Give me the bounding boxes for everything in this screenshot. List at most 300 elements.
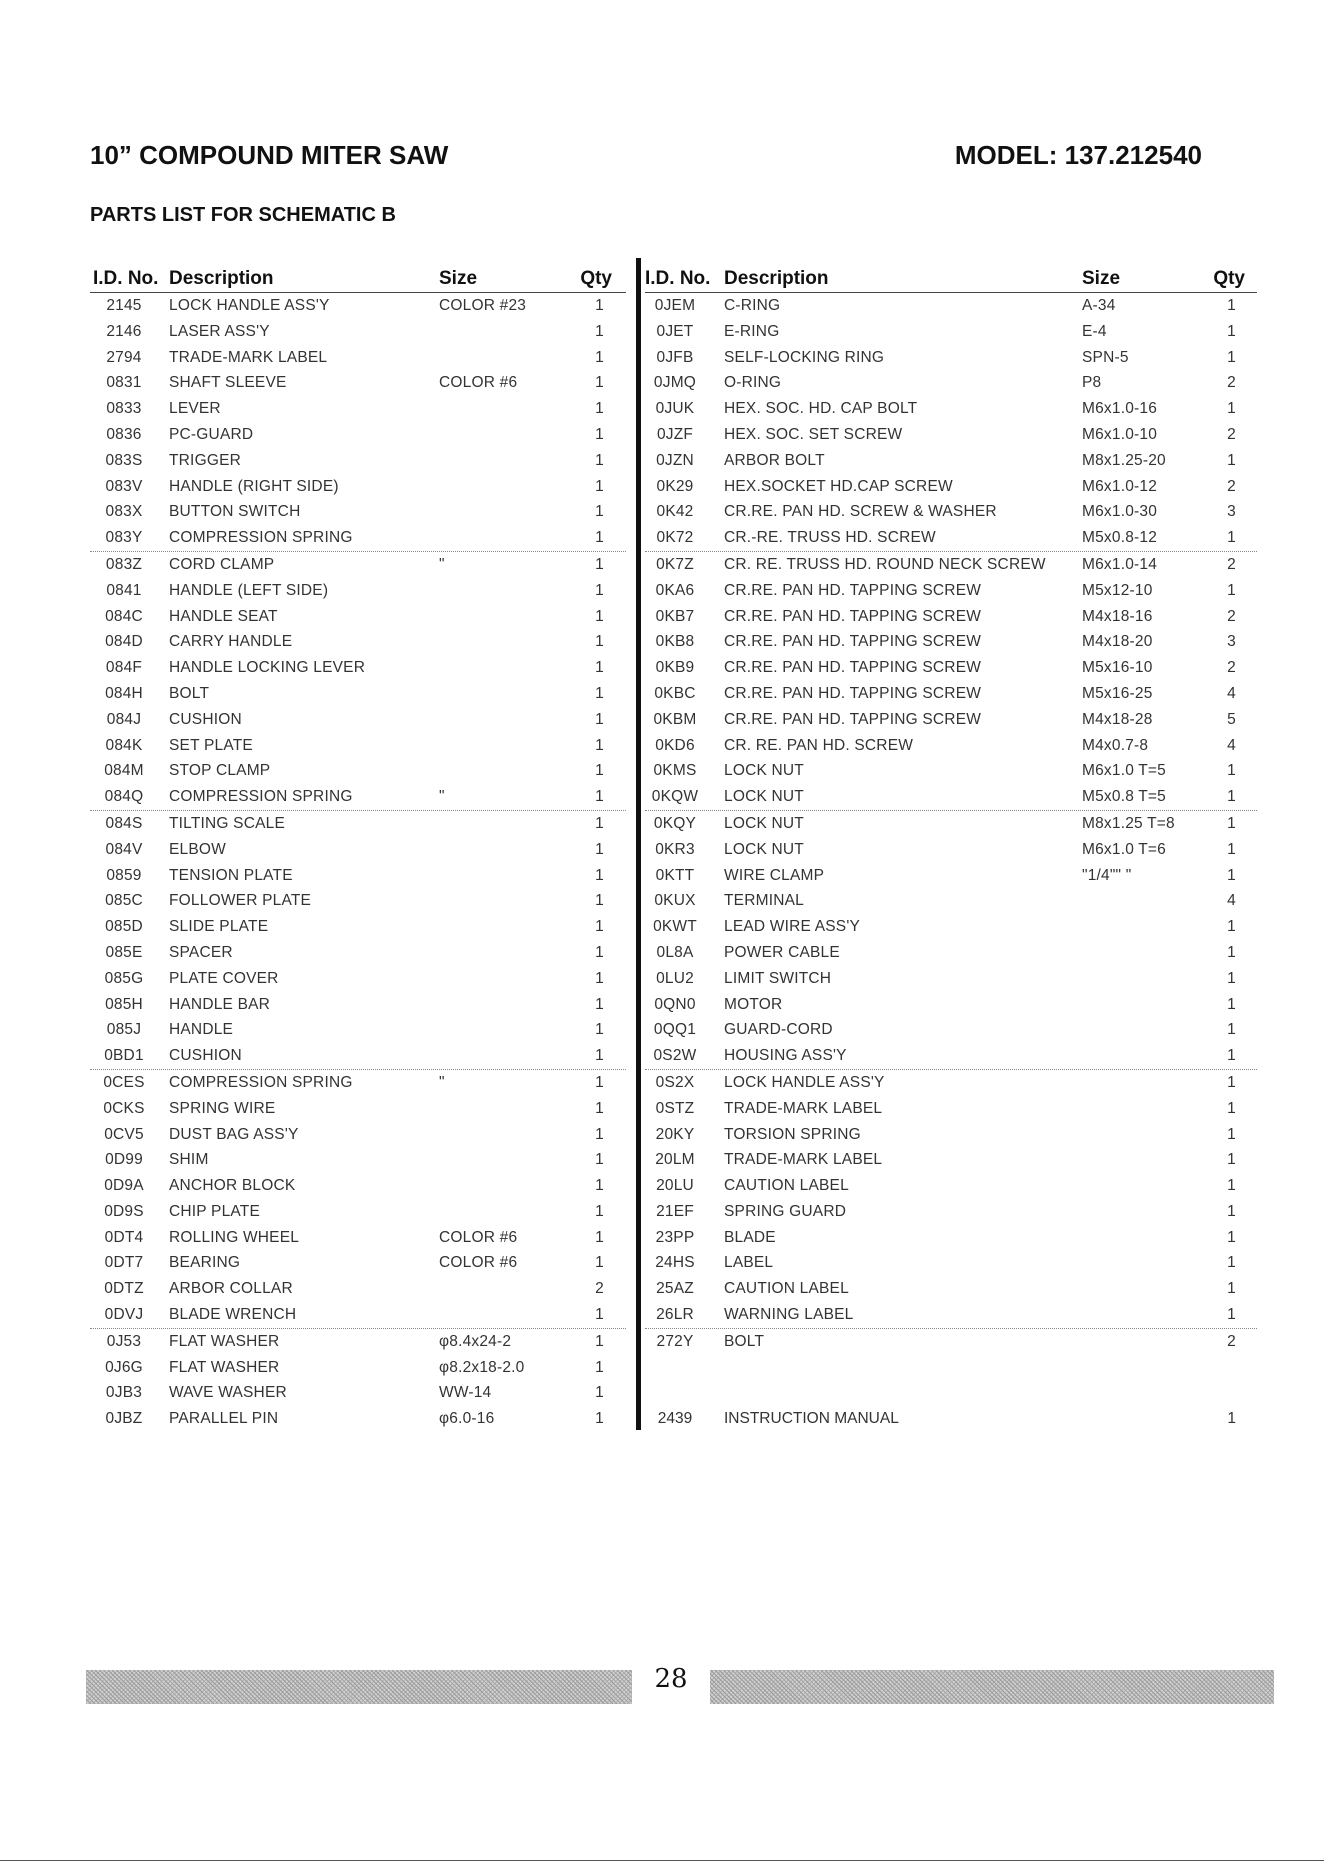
part-description: WIRE CLAMP xyxy=(724,866,825,884)
part-description: LOCK NUT xyxy=(724,788,804,806)
part-size: WW-14 xyxy=(439,1384,492,1402)
part-description: BLADE xyxy=(724,1228,776,1246)
part-id: 085H xyxy=(105,995,143,1013)
part-description: TRADE-MARK LABEL xyxy=(169,348,328,366)
part-id: 0KQY xyxy=(653,814,697,832)
part-description: LOCK HANDLE ASS'Y xyxy=(724,1073,885,1091)
table-row xyxy=(645,707,1257,733)
part-id: 20LU xyxy=(656,1177,694,1195)
part-id: 0S2W xyxy=(653,1047,697,1065)
part-description: CARRY HANDLE xyxy=(169,633,293,651)
table-body xyxy=(645,293,1257,1355)
part-id: 0CES xyxy=(103,1073,145,1091)
part-id: 0KBM xyxy=(653,710,697,728)
part-qty: 1 xyxy=(595,1151,604,1169)
table-row xyxy=(90,733,626,759)
part-id: 083S xyxy=(105,451,143,469)
part-id: 084S xyxy=(105,814,143,832)
table-row xyxy=(90,1043,626,1070)
part-qty: 1 xyxy=(595,1410,604,1428)
part-qty: 1 xyxy=(1227,943,1236,961)
part-id: 0JUK xyxy=(655,400,695,418)
table-row xyxy=(645,1147,1257,1173)
part-qty: 1 xyxy=(1227,451,1236,469)
part-qty: 1 xyxy=(595,1358,604,1376)
part-size: M6x1.0-14 xyxy=(1082,555,1158,573)
part-size: M8x1.25-20 xyxy=(1082,451,1166,469)
part-id: 0D9S xyxy=(104,1202,144,1220)
part-size: M5x16-25 xyxy=(1082,684,1153,702)
part-id: 0831 xyxy=(106,374,142,392)
part-qty: 1 xyxy=(595,736,604,754)
table-row xyxy=(645,578,1257,604)
part-qty: 1 xyxy=(595,477,604,495)
part-qty: 1 xyxy=(1227,1047,1236,1065)
part-size: M4x18-16 xyxy=(1082,607,1153,625)
table-row xyxy=(90,578,626,604)
part-size: COLOR #6 xyxy=(439,1228,518,1246)
table-row xyxy=(90,1406,626,1432)
table-row xyxy=(90,319,626,345)
part-description: BEARING xyxy=(169,1254,241,1272)
header-size: Size xyxy=(1082,268,1121,289)
part-qty: 2 xyxy=(1227,607,1236,625)
part-id: 0K42 xyxy=(656,503,694,521)
part-id: 2145 xyxy=(106,297,142,314)
part-qty: 1 xyxy=(595,788,604,806)
part-size: SPN-5 xyxy=(1082,348,1129,366)
column-divider xyxy=(636,258,641,1430)
part-id: 24HS xyxy=(655,1254,695,1272)
table-row xyxy=(90,1276,626,1302)
table-row xyxy=(645,1043,1257,1070)
table-row xyxy=(645,448,1257,474)
part-qty: 1 xyxy=(1227,581,1236,599)
part-description: CR.RE. PAN HD. TAPPING SCREW xyxy=(724,607,982,625)
table-row xyxy=(645,784,1257,811)
part-id: 0K72 xyxy=(656,529,694,547)
part-size: M4x18-28 xyxy=(1082,710,1153,728)
table-row xyxy=(90,914,626,940)
table-row xyxy=(645,1173,1257,1199)
part-qty: 1 xyxy=(1227,918,1236,936)
table-row xyxy=(90,1250,626,1276)
part-qty: 1 xyxy=(1227,1073,1236,1091)
table-row xyxy=(90,1070,626,1096)
part-size: M5x12-10 xyxy=(1082,581,1153,599)
part-size: " xyxy=(439,555,445,573)
table-row xyxy=(90,1329,626,1355)
part-description: SPRING GUARD xyxy=(724,1202,847,1220)
part-description: E-RING xyxy=(724,322,780,340)
part-size: M6x1.0-16 xyxy=(1082,400,1158,418)
part-qty: 1 xyxy=(595,451,604,469)
part-description: CR.RE. PAN HD. TAPPING SCREW xyxy=(724,684,982,702)
table-row xyxy=(645,1276,1257,1302)
table-row xyxy=(645,655,1257,681)
part-id: 084C xyxy=(105,607,143,625)
part-size: M6x1.0-30 xyxy=(1082,503,1158,521)
table-row xyxy=(645,396,1257,422)
part-description: ARBOR BOLT xyxy=(724,451,825,469)
table-row xyxy=(645,552,1257,578)
part-description: CR. RE. TRUSS HD. ROUND NECK SCREW xyxy=(724,555,1046,573)
table-row xyxy=(90,707,626,733)
part-description: LEAD WIRE ASS'Y xyxy=(724,918,861,936)
part-qty: 1 xyxy=(1227,840,1236,858)
part-size: E-4 xyxy=(1082,322,1107,340)
table-row xyxy=(645,499,1257,525)
parts-table-left xyxy=(90,266,626,1432)
part-id: 084J xyxy=(106,710,142,728)
part-size: M6x1.0-10 xyxy=(1082,425,1158,443)
part-description: CORD CLAMP xyxy=(169,555,275,573)
part-description: HANDLE SEAT xyxy=(169,607,278,625)
part-qty: 1 xyxy=(1227,1254,1236,1272)
part-id: 085C xyxy=(105,892,143,910)
part-description: FOLLOWER PLATE xyxy=(169,892,312,910)
part-id: 0JZN xyxy=(656,451,694,469)
part-description: COMPRESSION SPRING xyxy=(169,788,353,806)
table-row xyxy=(645,1096,1257,1122)
part-id: 0KBC xyxy=(654,684,696,702)
part-qty: 1 xyxy=(595,866,604,884)
table-row xyxy=(90,681,626,707)
table-row xyxy=(645,1250,1257,1276)
part-qty: 1 xyxy=(595,1047,604,1065)
part-description: SLIDE PLATE xyxy=(169,918,269,936)
part-qty: 4 xyxy=(1227,892,1236,910)
part-qty: 1 xyxy=(595,1202,604,1220)
part-qty: 1 xyxy=(595,840,604,858)
part-qty: 1 xyxy=(595,892,604,910)
part-id: 0KB8 xyxy=(655,633,695,651)
parts-table-right xyxy=(645,266,1257,1355)
part-size: M6x1.0 T=6 xyxy=(1082,840,1166,858)
part-id: 25AZ xyxy=(656,1280,694,1298)
part-id: 0LU2 xyxy=(656,969,694,987)
part-description: PLATE COVER xyxy=(169,969,279,987)
table-row xyxy=(90,474,626,500)
part-qty: 2 xyxy=(1227,1332,1236,1350)
part-qty: 1 xyxy=(595,1125,604,1143)
part-id: 20LM xyxy=(655,1151,695,1169)
part-id: 26LR xyxy=(656,1306,694,1324)
part-description: FLAT WASHER xyxy=(169,1358,280,1376)
table-row xyxy=(645,629,1257,655)
table-row xyxy=(90,992,626,1018)
part-id: 0KB7 xyxy=(655,607,695,625)
part-id: 0DT4 xyxy=(104,1228,144,1246)
part-id: 0DTZ xyxy=(104,1280,144,1298)
part-id: 0833 xyxy=(106,400,142,418)
table-row xyxy=(90,448,626,474)
part-id: 0KB9 xyxy=(655,659,695,677)
part-qty: 1 xyxy=(1227,348,1236,366)
part-description: ARBOR COLLAR xyxy=(169,1280,293,1298)
part-description: TENSION PLATE xyxy=(169,866,293,884)
model-number: MODEL: 137.212540 xyxy=(954,140,1202,170)
part-description: TRIGGER xyxy=(169,451,242,469)
part-id: 0KQW xyxy=(651,788,699,806)
part-description: CUSHION xyxy=(169,710,242,728)
part-qty: 1 xyxy=(1227,969,1236,987)
part-description: HOUSING ASS'Y xyxy=(724,1047,847,1065)
part-id: 0J6G xyxy=(105,1358,143,1376)
part-qty: 4 xyxy=(1227,684,1236,702)
part-description: ROLLING WHEEL xyxy=(169,1228,300,1246)
part-qty: 1 xyxy=(595,943,604,961)
table-row xyxy=(645,811,1257,837)
table-row xyxy=(645,1199,1257,1225)
part-id: 0QN0 xyxy=(654,995,696,1013)
document-title: 10” COMPOUND MITER SAW xyxy=(90,140,449,170)
part-qty: 2 xyxy=(595,1280,604,1298)
part-qty: 4 xyxy=(1227,736,1236,754)
part-description: SPACER xyxy=(169,943,233,961)
part-id: 0KWT xyxy=(653,918,697,936)
part-description: FLAT WASHER xyxy=(169,1332,280,1350)
part-id: 0S2X xyxy=(655,1073,695,1091)
part-id: 0JBZ xyxy=(105,1410,143,1428)
table-row xyxy=(645,940,1257,966)
footer-band-left xyxy=(86,1670,632,1704)
part-id: 272Y xyxy=(656,1332,694,1350)
section-subtitle: PARTS LIST FOR SCHEMATIC B xyxy=(90,204,396,226)
part-id: 085D xyxy=(105,918,143,936)
part-id: 084H xyxy=(105,684,143,702)
table-row xyxy=(90,604,626,630)
part-description: SPRING WIRE xyxy=(169,1099,276,1117)
part-qty: 1 xyxy=(595,814,604,832)
part-qty: 1 xyxy=(1227,297,1236,314)
part-description: COMPRESSION SPRING xyxy=(169,1073,353,1091)
table-row xyxy=(90,345,626,371)
part-id: 0JZF xyxy=(656,425,694,443)
footer-band-right xyxy=(710,1670,1274,1704)
part-qty: 1 xyxy=(1227,866,1236,884)
part-qty: 1 xyxy=(595,607,604,625)
part-size: M8x1.25 T=8 xyxy=(1082,814,1175,832)
part-qty: 1 xyxy=(1227,322,1236,340)
part-id: 2146 xyxy=(106,322,142,340)
part-description: CAUTION LABEL xyxy=(724,1280,849,1298)
part-description: SHIM xyxy=(169,1151,209,1169)
part-id: 0K29 xyxy=(656,477,694,495)
page-number: 28 xyxy=(654,1664,688,1694)
part-id: 085E xyxy=(105,943,143,961)
table-row xyxy=(90,863,626,889)
part-id: 0JET xyxy=(656,322,694,340)
part-id: 0JB3 xyxy=(105,1384,143,1402)
part-id: 0K7Z xyxy=(656,555,694,573)
part-qty: 1 xyxy=(1227,400,1236,418)
table-row xyxy=(645,863,1257,889)
part-description: LOCK HANDLE ASS'Y xyxy=(169,297,330,314)
part-id: 23PP xyxy=(655,1228,695,1246)
part-qty: 1 xyxy=(595,1254,604,1272)
part-qty: 2 xyxy=(1227,555,1236,573)
part-qty: 1 xyxy=(595,1099,604,1117)
part-qty: 1 xyxy=(1227,1125,1236,1143)
part-description: CR.RE. PAN HD. SCREW & WASHER xyxy=(724,503,997,521)
header-description: Description xyxy=(169,268,274,289)
header-description: Description xyxy=(724,268,829,289)
part-id: 0KTT xyxy=(655,866,695,884)
part-description: HEX. SOC. SET SCREW xyxy=(724,425,903,443)
part-description: TRADE-MARK LABEL xyxy=(724,1151,883,1169)
table-row xyxy=(90,811,626,837)
table-row xyxy=(645,1329,1257,1355)
table-row xyxy=(645,474,1257,500)
part-id: 0STZ xyxy=(655,1099,695,1117)
part-id: 083V xyxy=(105,477,143,495)
part-description: SET PLATE xyxy=(169,736,253,754)
table-row xyxy=(645,966,1257,992)
part-qty: 1 xyxy=(595,659,604,677)
part-description: HANDLE (RIGHT SIDE) xyxy=(169,477,339,495)
part-qty: 1 xyxy=(595,1073,604,1091)
table-row xyxy=(90,1355,626,1381)
table-row xyxy=(645,370,1257,396)
table-row xyxy=(90,552,626,578)
part-id: 0859 xyxy=(106,866,142,884)
part-description: WAVE WASHER xyxy=(169,1384,287,1402)
table-row xyxy=(90,1302,626,1329)
part-description: LASER ASS'Y xyxy=(169,322,270,340)
part-description: CAUTION LABEL xyxy=(724,1177,849,1195)
part-size: M5x16-10 xyxy=(1082,659,1153,677)
part-description: BLADE WRENCH xyxy=(169,1306,297,1324)
table-row xyxy=(645,525,1257,552)
part-description: TORSION SPRING xyxy=(724,1125,861,1143)
part-description: HEX.SOCKET HD.CAP SCREW xyxy=(724,477,953,495)
part-description: HANDLE xyxy=(169,1021,234,1039)
header-qty: Qty xyxy=(1213,268,1245,289)
part-qty: 1 xyxy=(1227,788,1236,806)
part-id: 0836 xyxy=(106,425,142,443)
table-row xyxy=(645,1017,1257,1043)
part-description: TILTING SCALE xyxy=(169,814,286,832)
part-id: 0DT7 xyxy=(104,1254,144,1272)
part-id: 2439 xyxy=(657,1410,693,1427)
part-size: A-34 xyxy=(1082,297,1116,314)
part-description: LIMIT SWITCH xyxy=(724,969,832,987)
part-id: 084V xyxy=(105,840,143,858)
part-size: M6x1.0 T=5 xyxy=(1082,762,1166,780)
part-qty: 2 xyxy=(1227,477,1236,495)
part-description: HANDLE BAR xyxy=(169,995,271,1013)
part-id: 0CV5 xyxy=(104,1125,144,1143)
part-description: LEVER xyxy=(169,400,221,418)
table-row xyxy=(645,1302,1257,1329)
part-description: CR.RE. PAN HD. TAPPING SCREW xyxy=(724,633,982,651)
part-id: 21EF xyxy=(656,1202,694,1220)
part-qty: 1 xyxy=(595,348,604,366)
part-size: COLOR #23 xyxy=(439,297,527,314)
part-qty: 1 xyxy=(1227,1099,1236,1117)
part-description: POWER CABLE xyxy=(724,943,840,961)
table-header xyxy=(645,266,1257,293)
part-qty: 5 xyxy=(1227,710,1236,728)
table-row xyxy=(645,422,1257,448)
part-description: HANDLE (LEFT SIDE) xyxy=(169,581,329,599)
part-size: " xyxy=(439,1073,445,1091)
table-row xyxy=(90,1096,626,1122)
table-row xyxy=(90,370,626,396)
part-description: LOCK NUT xyxy=(724,762,804,780)
table-row xyxy=(645,1122,1257,1148)
part-size: M4x18-20 xyxy=(1082,633,1153,651)
part-description: LOCK NUT xyxy=(724,840,804,858)
part-id: 0D99 xyxy=(105,1151,143,1169)
part-id: 084D xyxy=(105,633,143,651)
part-description: BOLT xyxy=(169,684,210,702)
part-qty: 2 xyxy=(1227,374,1236,392)
part-description: TERMINAL xyxy=(724,892,804,910)
header-id: I.D. No. xyxy=(645,268,711,289)
part-qty: 1 xyxy=(1227,1151,1236,1169)
part-id: 0DVJ xyxy=(104,1306,144,1324)
table-body xyxy=(90,293,626,1432)
page-edge-line xyxy=(0,1860,1324,1861)
part-id: 0QQ1 xyxy=(653,1021,697,1039)
part-qty: 1 xyxy=(1227,762,1236,780)
part-qty: 1 xyxy=(595,684,604,702)
table-row xyxy=(90,758,626,784)
part-id: 083X xyxy=(105,503,143,521)
part-qty: 1 xyxy=(595,1332,604,1350)
part-size: M5x0.8 T=5 xyxy=(1082,788,1166,806)
table-row xyxy=(90,888,626,914)
part-qty: 3 xyxy=(1227,503,1236,521)
part-description: STOP CLAMP xyxy=(169,762,271,780)
part-qty: 1 xyxy=(1227,1280,1236,1298)
part-qty: 1 xyxy=(595,969,604,987)
table-row xyxy=(90,655,626,681)
table-row xyxy=(90,1122,626,1148)
part-description: PC-GUARD xyxy=(169,425,254,443)
part-qty: 1 xyxy=(595,1306,604,1324)
part-id: 0L8A xyxy=(656,943,694,961)
table-row xyxy=(90,784,626,811)
part-size: M4x0.7-8 xyxy=(1082,736,1149,754)
part-description: CR.RE. PAN HD. TAPPING SCREW xyxy=(724,710,982,728)
part-size: φ6.0-16 xyxy=(439,1410,495,1428)
table-row xyxy=(645,319,1257,345)
part-id: 085J xyxy=(106,1021,142,1039)
part-qty: 1 xyxy=(1227,1410,1236,1427)
header-qty: Qty xyxy=(580,268,612,289)
part-qty: 3 xyxy=(1227,633,1236,651)
part-qty: 1 xyxy=(595,710,604,728)
part-description: C-RING xyxy=(724,297,781,314)
part-description: CR.RE. PAN HD. TAPPING SCREW xyxy=(724,581,982,599)
part-qty: 2 xyxy=(1227,659,1236,677)
part-id: 0D9A xyxy=(104,1177,144,1195)
table-row xyxy=(645,992,1257,1018)
table-row xyxy=(645,293,1257,319)
part-id: 084Q xyxy=(104,788,144,806)
part-description: CR.-RE. TRUSS HD. SCREW xyxy=(724,529,936,547)
table-row xyxy=(90,1199,626,1225)
part-id: 2794 xyxy=(106,348,142,366)
part-size: P8 xyxy=(1082,374,1102,392)
part-description: TRADE-MARK LABEL xyxy=(724,1099,883,1117)
table-row xyxy=(90,966,626,992)
part-description: LABEL xyxy=(724,1254,774,1272)
part-qty: 1 xyxy=(595,1177,604,1195)
